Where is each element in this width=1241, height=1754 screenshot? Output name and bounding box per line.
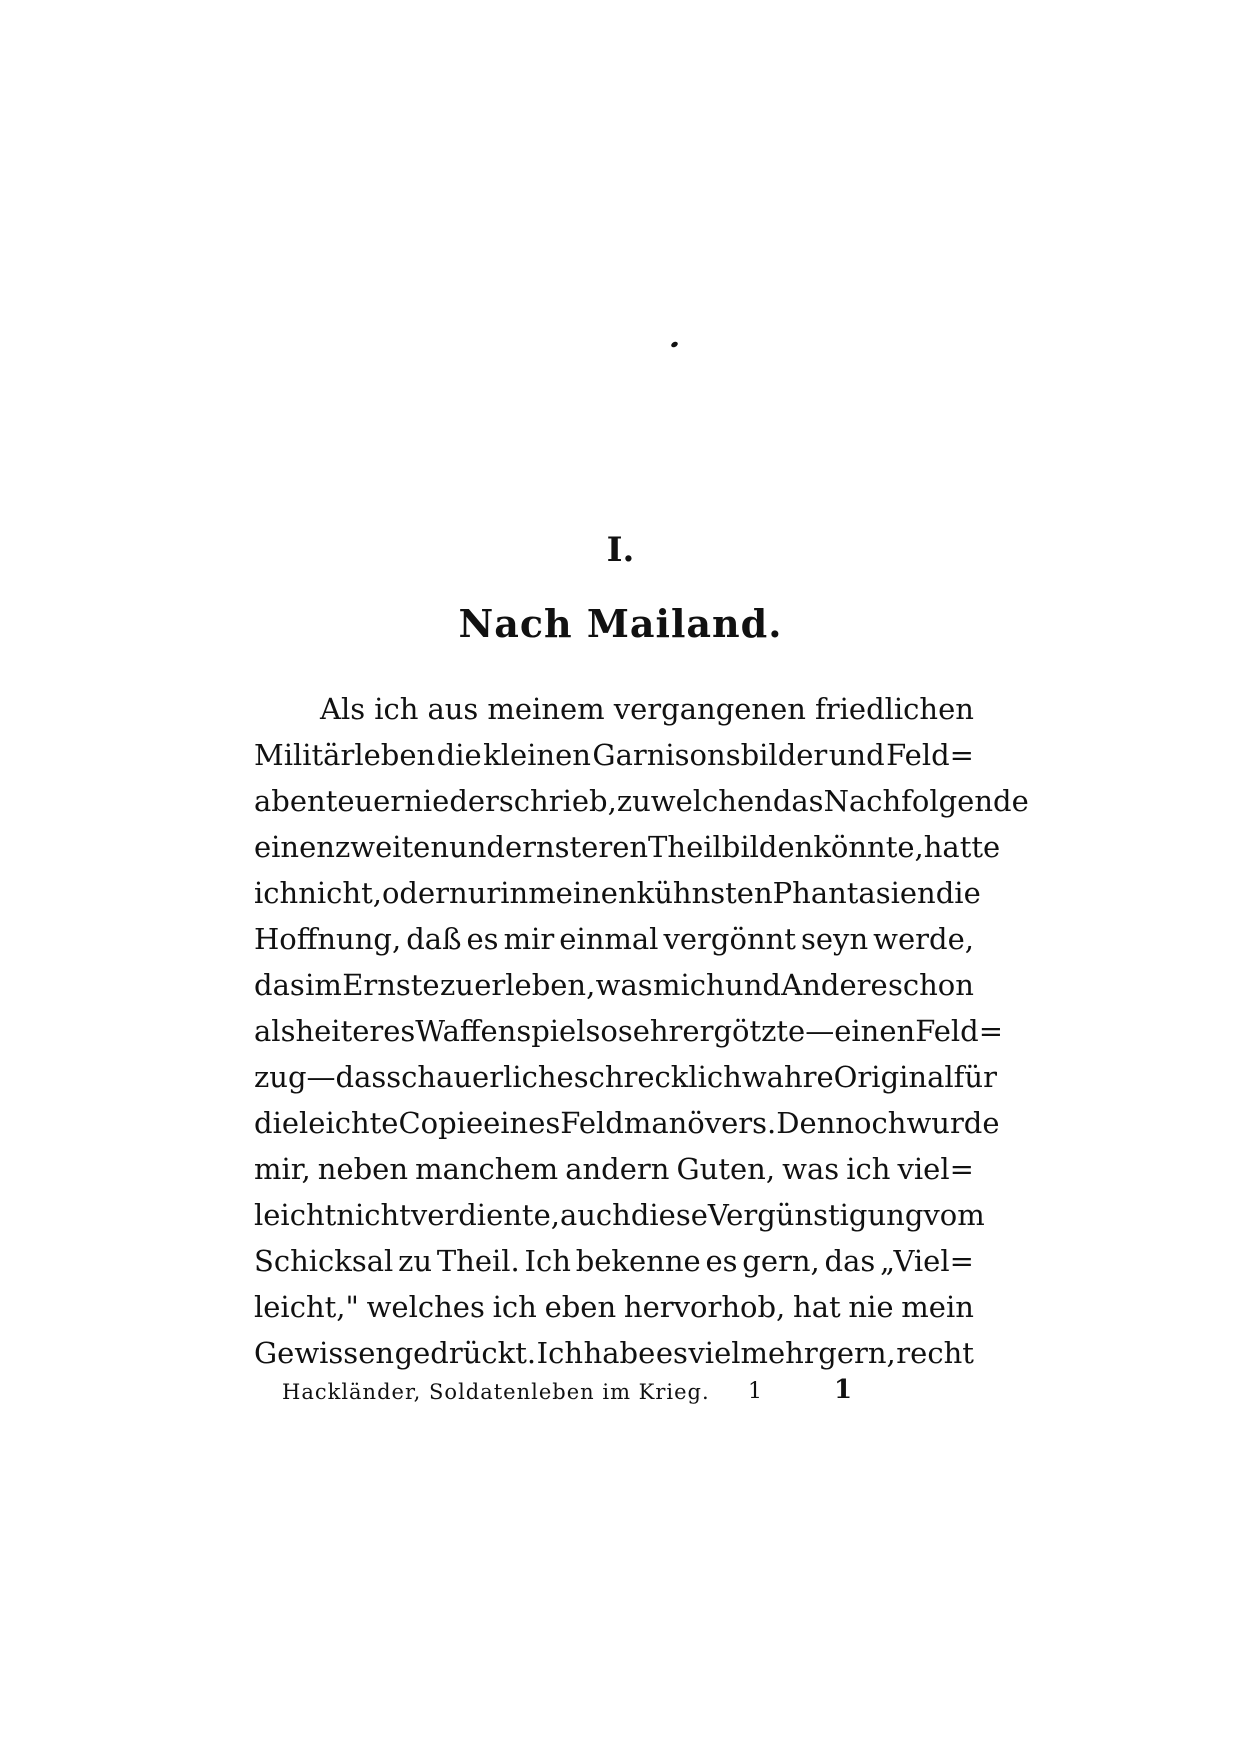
word: kühnsten — [636, 876, 773, 910]
word: — — [306, 1060, 336, 1094]
word: ich — [254, 876, 299, 910]
word: gern, — [742, 1244, 820, 1278]
word: Garnisonsbilder — [592, 738, 828, 772]
word: meinen — [528, 876, 637, 910]
word: hat — [793, 1290, 841, 1324]
word: zu — [616, 784, 651, 818]
word: seyn — [801, 922, 869, 956]
word: zu — [398, 1244, 433, 1278]
word: im — [305, 968, 342, 1002]
word: viel= — [897, 1152, 974, 1186]
ink-speck — [670, 341, 679, 349]
word: Militärleben — [254, 738, 436, 772]
word: welchen — [650, 784, 773, 818]
word: ernsteren — [504, 830, 649, 864]
word: und — [449, 830, 505, 864]
word: nur — [449, 876, 501, 910]
word: bekenne — [575, 1244, 701, 1278]
word: diese — [630, 1198, 708, 1232]
word: manchem — [415, 1152, 559, 1186]
word: leicht," — [254, 1290, 359, 1324]
word: was — [595, 968, 653, 1002]
page-footer — [282, 1374, 853, 1410]
word: kleinen — [483, 738, 591, 772]
word: und — [725, 968, 781, 1002]
word: Feldmanövers. — [560, 1106, 777, 1140]
word: eben — [544, 1290, 617, 1324]
word: meinem — [487, 692, 605, 726]
text-line — [254, 1238, 974, 1284]
text-line — [254, 732, 974, 778]
word: das — [335, 1060, 387, 1094]
word: zweiten — [334, 830, 450, 864]
word: Schicksal — [254, 1244, 394, 1278]
word: hatte — [923, 830, 1001, 864]
word: Guten, — [676, 1152, 776, 1186]
text-line — [254, 686, 974, 732]
word: nie — [848, 1290, 894, 1324]
word: schon — [887, 968, 974, 1002]
word: mich — [652, 968, 725, 1002]
word: habe — [583, 1336, 656, 1370]
text-line — [254, 1284, 974, 1330]
word: zug — [254, 1060, 307, 1094]
word: und — [828, 738, 885, 772]
word: daß — [406, 922, 462, 956]
body-text — [254, 686, 1029, 1376]
word: mein — [901, 1290, 974, 1324]
text-line — [254, 824, 1001, 870]
word: leicht — [254, 1198, 337, 1232]
word: ich — [492, 1290, 537, 1324]
word: in — [500, 876, 529, 910]
word: Andere — [781, 968, 888, 1002]
word: vergönnt — [663, 922, 796, 956]
word: leichte — [299, 1106, 399, 1140]
word: das — [772, 784, 824, 818]
text-line — [254, 1008, 1004, 1054]
word: für — [953, 1060, 997, 1094]
word: heiteres — [295, 1014, 416, 1048]
word: das — [254, 968, 305, 1002]
word: abenteuer — [254, 784, 405, 818]
running-title: Hackländer, Soldatenleben im Krieg. — [282, 1380, 710, 1404]
word: — — [805, 1014, 835, 1048]
word: vom — [923, 1198, 985, 1232]
word: Original — [833, 1060, 954, 1094]
word: friedlichen — [815, 692, 974, 726]
signature-mark: 1 — [748, 1379, 762, 1404]
word: schrecklich — [573, 1060, 742, 1094]
word: einen — [254, 830, 335, 864]
text-line — [254, 870, 981, 916]
word: die — [436, 738, 482, 772]
word: eines — [483, 1106, 561, 1140]
word: Dennoch — [776, 1106, 907, 1140]
word: was — [782, 1152, 840, 1186]
word: vergangenen — [613, 692, 806, 726]
word: Phantasien — [772, 876, 936, 910]
word: andern — [565, 1152, 670, 1186]
word: es — [466, 922, 499, 956]
word: verdiente, — [410, 1198, 560, 1232]
word: die — [935, 876, 981, 910]
word: wurde — [906, 1106, 1000, 1140]
word: oder — [381, 876, 450, 910]
word: Als — [320, 692, 366, 726]
text-line — [254, 962, 974, 1008]
chapter-number: I. — [606, 530, 635, 570]
word: Vergünstigung — [707, 1198, 924, 1232]
word: zu — [439, 968, 474, 1002]
word: neben — [317, 1152, 408, 1186]
word: vielmehr — [688, 1336, 818, 1370]
word: mir — [503, 922, 555, 956]
word: die — [254, 1106, 300, 1140]
word: einmal — [559, 922, 659, 956]
word: Ernste — [342, 968, 440, 1002]
word: es — [705, 1244, 738, 1278]
word: Copie — [398, 1106, 484, 1140]
word: bilden — [721, 830, 814, 864]
word: ich — [374, 692, 419, 726]
word: gedrückt. — [394, 1336, 537, 1370]
text-line — [254, 778, 1029, 824]
word: Feld= — [915, 1014, 1004, 1048]
word: könnte, — [813, 830, 924, 864]
word: Hoffnung, — [254, 922, 402, 956]
word: nicht, — [298, 876, 382, 910]
word: schauerliche — [386, 1060, 574, 1094]
word: sehr — [617, 1014, 683, 1048]
text-line — [254, 1100, 1000, 1146]
word: werde, — [873, 922, 974, 956]
word: Waffenspiel — [415, 1014, 586, 1048]
word: ergötzte — [682, 1014, 806, 1048]
text-line — [254, 1054, 997, 1100]
word: „Viel= — [880, 1244, 974, 1278]
text-line — [254, 1192, 985, 1238]
word: recht — [896, 1336, 974, 1370]
word: Theil. — [436, 1244, 520, 1278]
text-line — [254, 916, 974, 962]
word: wahre — [741, 1060, 834, 1094]
text-line — [254, 1146, 974, 1192]
word: welches — [366, 1290, 485, 1324]
word: das — [824, 1244, 876, 1278]
word: es — [655, 1336, 688, 1370]
word: aus — [427, 692, 479, 726]
page-number: 1 — [834, 1375, 853, 1405]
chapter-title: Nach Mailand. — [458, 601, 783, 646]
word: hervorhob, — [623, 1290, 786, 1324]
word: Theil — [648, 830, 722, 864]
word: Nachfolgende — [823, 784, 1029, 818]
word: auch — [559, 1198, 631, 1232]
word: Ich — [536, 1336, 584, 1370]
word: einen — [834, 1014, 916, 1048]
word: Ich — [524, 1244, 571, 1278]
word: als — [254, 1014, 296, 1048]
word: niederschrieb, — [404, 784, 617, 818]
word: gern, — [818, 1336, 896, 1370]
word: so — [585, 1014, 618, 1048]
word: erleben, — [474, 968, 596, 1002]
word: Gewissen — [254, 1336, 395, 1370]
word: ich — [846, 1152, 891, 1186]
text-line — [254, 1330, 974, 1376]
word: nicht — [336, 1198, 411, 1232]
word: mir, — [254, 1152, 311, 1186]
word: Feld= — [886, 738, 974, 772]
